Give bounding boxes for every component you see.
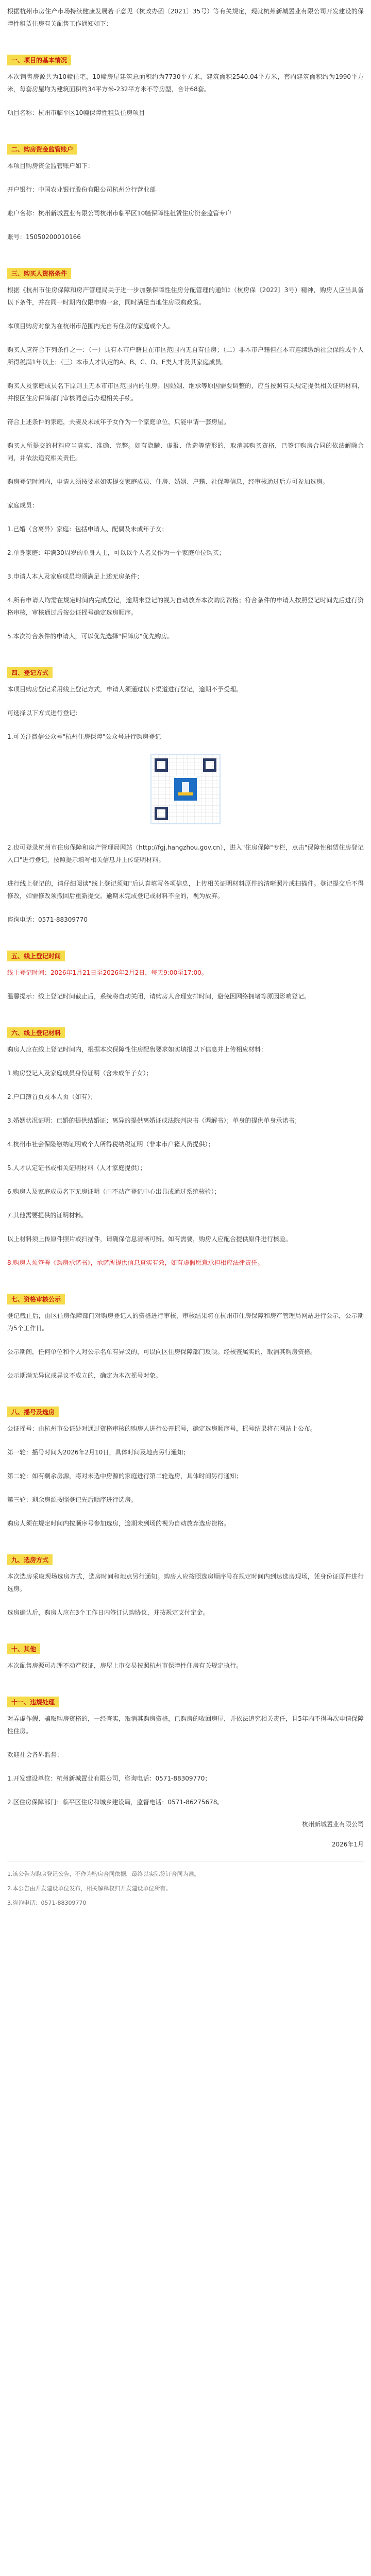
qr-code-image[interactable] <box>150 754 221 824</box>
footnotes <box>7 1861 364 1909</box>
section-4-paragraph: 进行线上登记的，请仔细阅读"线上登记须知"后认真填写各项信息，上传相关证明材料原件的清晰照片或扫描件。登记提交后不得修改，如需修改须撤回后重新提交。逾期未完成登记或材料不全的，视为放弃。 <box>7 880 364 900</box>
footnote-item: 3.咨询电话：0571-88309770 <box>7 1900 87 1906</box>
section-3-title: 三、购买人资格条件 <box>7 268 71 279</box>
section-11-title: 十一、违规处理 <box>7 1697 59 1707</box>
section-3-paragraph: 根据《杭州市住房保障和房产管理局关于进一步加强保障性住房分配管理的通知》（杭房保〔2022〕3号）精神，购房人应当具备以下条件，并在同一时期内仅限申购一套，同时满足当地住房限购政策。 <box>7 286 364 306</box>
section-3-paragraph: 购房登记时间内，申请人须按要求如实提交家庭成员、住房、婚姻、户籍、社保等信息，经审核通过后方可参加选房。 <box>7 478 329 485</box>
section-6-paragraph: 5.人才认定证书或相关证明材料（人才家庭提供）； <box>7 1164 146 1172</box>
section-2-title: 二、购房资金监管账户 <box>7 144 77 155</box>
footnote-item: 1.该公告为购房登记公告，不作为购房合同依据，最终以实际签订合同为准。 <box>7 1871 200 1877</box>
footnote-item: 2.本公告由开发建设单位发布，相关解释权归开发建设单位所有。 <box>7 1885 172 1892</box>
qr-finder-icon <box>155 807 168 820</box>
section-11-paragraph: 欢迎社会各界监督： <box>7 1751 63 1758</box>
housing-logo-icon <box>173 776 198 802</box>
section-6-paragraph: 1.购房登记人及家庭成员身份证明（含未成年子女）； <box>7 1070 153 1077</box>
section-3-paragraph: 购买人所提交的材料应当真实、准确、完整。如有隐瞒、虚报、伪造等情形的，取消其购买资格，已签订购房合同的依法解除合同，并依法追究相关责任。 <box>7 442 364 462</box>
section-4-paragraph: 咨询电话：0571-88309770 <box>7 916 88 923</box>
section-5-paragraph: 温馨提示：线上登记时间截止后，系统将自动关闭，请购房人合理安排时间，避免因网络拥堵等原因影响登记。 <box>7 993 311 1000</box>
section-3-paragraph: 家庭成员： <box>7 502 39 509</box>
section-3-paragraph: 5.本次符合条件的申请人，可以优先选择"保障房"优先购房。 <box>7 633 174 640</box>
section-1-paragraph: 本次销售房源共为10幢住宅，10幢房屋建筑总面积约为7730平方米，建筑面积2540.04平方米，套内建筑面积约为1990平方米，每套房屋均为建筑面积约34平方米-232平方米不等房型，合计68套。 <box>7 73 364 93</box>
section-8-paragraph: 第一轮：摇号时间为2026年2月10日，具体时间及地点另行通知； <box>7 1449 190 1456</box>
section-4-paragraph: 2.也可登录杭州市住房保障和房产管理局网站（http://fgj.hangzhou.gov.cn），进入"住房保障"专栏，点击"保障性租赁住房登记入口"进行登记，按照提示填写相关信息并上传证明材料。 <box>7 844 364 863</box>
qr-code-container <box>7 754 364 826</box>
section-7-paragraph: 公示期间，任何单位和个人对公示名单有异议的，可以向区住房保障部门反映。经核查属实的，取消其购房资格。 <box>7 1348 317 1355</box>
qr-finder-icon <box>155 758 168 772</box>
section-3-paragraph: 购买人及家庭成员名下原则上无本市市区范围内的住房。因婚姻、继承等原因需要调整的，应当按照有关规定提供相关证明材料，并报区住房保障部门审核同意后办理相关手续。 <box>7 382 364 402</box>
section-3-paragraph: 3.申请人本人及家庭成员均须满足上述无房条件； <box>7 573 143 580</box>
section-6-paragraph: 以上材料须上传原件照片或扫描件，请确保信息清晰可辨。如有需要，购房人应配合提供原件进行核验。 <box>7 1235 292 1243</box>
section-3-paragraph: 符合上述条件的家庭，夫妻及未成年子女作为一个家庭单位，只能申请一套房屋。 <box>7 418 230 426</box>
section-4-paragraph: 可选择以下方式进行登记： <box>7 709 82 717</box>
section-10-title: 十、其他 <box>7 1643 40 1654</box>
section-3-paragraph: 4.所有申请人均需在规定时间内完成登记，逾期未登记的视为自动放弃本次购房资格；符合条件的申请人按照登记时间先后进行资格审核，审核通过后按公证摇号确定选房顺序。 <box>7 597 364 616</box>
signature-date: 2026年1月 <box>331 1841 364 1848</box>
section-6-paragraph: 8.购房人须签署《购房承诺书》，承诺所提供信息真实有效，如有虚假愿意承担相应法律责任。 <box>7 1259 264 1266</box>
qr-finder-icon <box>203 758 216 772</box>
section-6-paragraph: 7.其他需要提供的证明材料。 <box>7 1212 88 1219</box>
section-6-title: 六、线上登记材料 <box>7 1027 65 1038</box>
section-8-paragraph: 购房人须在规定时间内按顺序号参加选房，逾期未到场的视为自动放弃选房资格。 <box>7 1520 230 1527</box>
section-4-paragraph: 本项目购房登记采用线上登记方式，申请人须通过以下渠道进行登记，逾期不予受理。 <box>7 686 243 693</box>
section-3-paragraph: 本项目购房对象为在杭州市范围内无自有住房的家庭或个人。 <box>7 323 175 330</box>
section-5-title: 五、线上登记时间 <box>7 951 65 961</box>
section-8-paragraph: 第三轮：剩余房源按照登记先后顺序进行选房。 <box>7 1496 138 1503</box>
section-2-paragraph: 账户名称：杭州新城置业有限公司杭州市临平区10幢保障性租赁住房资金监管专户 <box>7 210 232 217</box>
section-2-paragraph: 开户银行：中国农业银行股份有限公司杭州分行营业部 <box>7 186 156 193</box>
section-6-paragraph: 3.婚姻状况证明：已婚的提供结婚证；离异的提供离婚证或法院判决书（调解书）；单身的提供单身承诺书； <box>7 1117 301 1124</box>
section-8-title: 八、摇号及选房 <box>7 1406 59 1417</box>
section-11-paragraph: 对弄虚作假、骗取购房资格的，一经查实，取消其购房资格，已购房的收回房屋，并依法追究相关责任，且5年内不得再次申请保障性住房。 <box>7 1715 364 1735</box>
section-7-paragraph: 登记截止后，由区住房保障部门对购房登记人的资格进行审核，审核结果将在杭州市住房保障和房产管理局网站进行公示，公示期为5个工作日。 <box>7 1312 364 1332</box>
section-2-paragraph: 账号：15050200010166 <box>7 233 81 241</box>
section-9-paragraph: 选房确认后，购房人应在3个工作日内签订认购协议，并按规定支付定金。 <box>7 1609 209 1616</box>
section-6-paragraph: 购房人应在线上登记时间内，根据本次保障性住房配售要求如实填报以下信息并上传相应材料： <box>7 1046 267 1053</box>
section-1-title: 一、项目的基本情况 <box>7 55 71 65</box>
section-8-paragraph: 第二轮：如有剩余房源，将对未选中房源的家庭进行第二轮选房，具体时间另行通知； <box>7 1472 243 1480</box>
intro-paragraph: 根据杭州市房住产市场持续健康发展若干意见（杭政办函〔2021〕35号）等有关规定，现就杭州新城置业有限公司开发建设的保障性租赁住房有关配售工作通知如下： <box>7 8 364 27</box>
section-10-paragraph: 本次配售房源可办理不动产权证，房屋上市交易按照杭州市保障性住房有关规定执行。 <box>7 1662 243 1669</box>
section-6-paragraph: 6.购房人及家庭成员名下无房证明（由不动产登记中心出具或通过系统核验）； <box>7 1188 221 1195</box>
section-3-paragraph: 购买人应符合下列条件之一：（一）具有本市户籍且在市区范围内无自有住房；（二）非本市户籍但在本市连续缴纳社会保险或个人所得税满1年以上；（三）本市人才认定的A、B、C、D、E类人才及其家庭成员。 <box>7 346 364 366</box>
section-7-title: 七、资格审核公示 <box>7 1294 65 1304</box>
section-2-paragraph: 本项目购房资金监管账户如下： <box>7 162 94 170</box>
section-4-paragraph: 1.可关注微信公众号"杭州住房保障"公众号进行购房登记 <box>7 733 161 740</box>
section-4-title: 四、登记方式 <box>7 667 53 678</box>
section-7-paragraph: 公示期满无异议或异议不成立的，确定为本次摇号对象。 <box>7 1372 162 1379</box>
section-1-paragraph: 项目名称：杭州市临平区10幢保障性租赁住房项目 <box>7 109 145 116</box>
section-9-paragraph: 本次选房采取现场选房方式，选房时间和地点另行通知。购房人应按照选房顺序号在规定时间内到达选房现场，凭身份证原件进行选房。 <box>7 1573 364 1592</box>
section-8-paragraph: 公证摇号：由杭州市公证处对通过资格审核的购房人进行公开摇号，确定选房顺序号，摇号结果将在网站上公布。 <box>7 1425 317 1432</box>
section-3-paragraph: 1.已婚（含离异）家庭：包括申请人、配偶及未成年子女； <box>7 526 168 533</box>
section-5-paragraph: 线上登记时间：2026年1月21日至2026年2月2日，每天9:00至17:00。 <box>7 969 208 976</box>
signature-company: 杭州新城置业有限公司 <box>301 1821 364 1828</box>
section-6-paragraph: 4.杭州市社会保险缴纳证明或个人所得税纳税证明（非本市户籍人员提供）； <box>7 1141 214 1148</box>
section-11-paragraph: 1.开发建设单位：杭州新城置业有限公司，咨询电话：0571-88309770； <box>7 1775 211 1782</box>
section-9-title: 九、选房方式 <box>7 1554 53 1565</box>
section-6-paragraph: 2.户口簿首页及本人页（如有）； <box>7 1093 97 1100</box>
section-3-paragraph: 2.单身家庭：年满30周岁的单身人士，可以以个人名义作为一个家庭单位购买； <box>7 549 225 556</box>
section-11-paragraph: 2.区住房保障部门：临平区住房和城乡建设局，监督电话：0571-86275678。 <box>7 1799 224 1806</box>
